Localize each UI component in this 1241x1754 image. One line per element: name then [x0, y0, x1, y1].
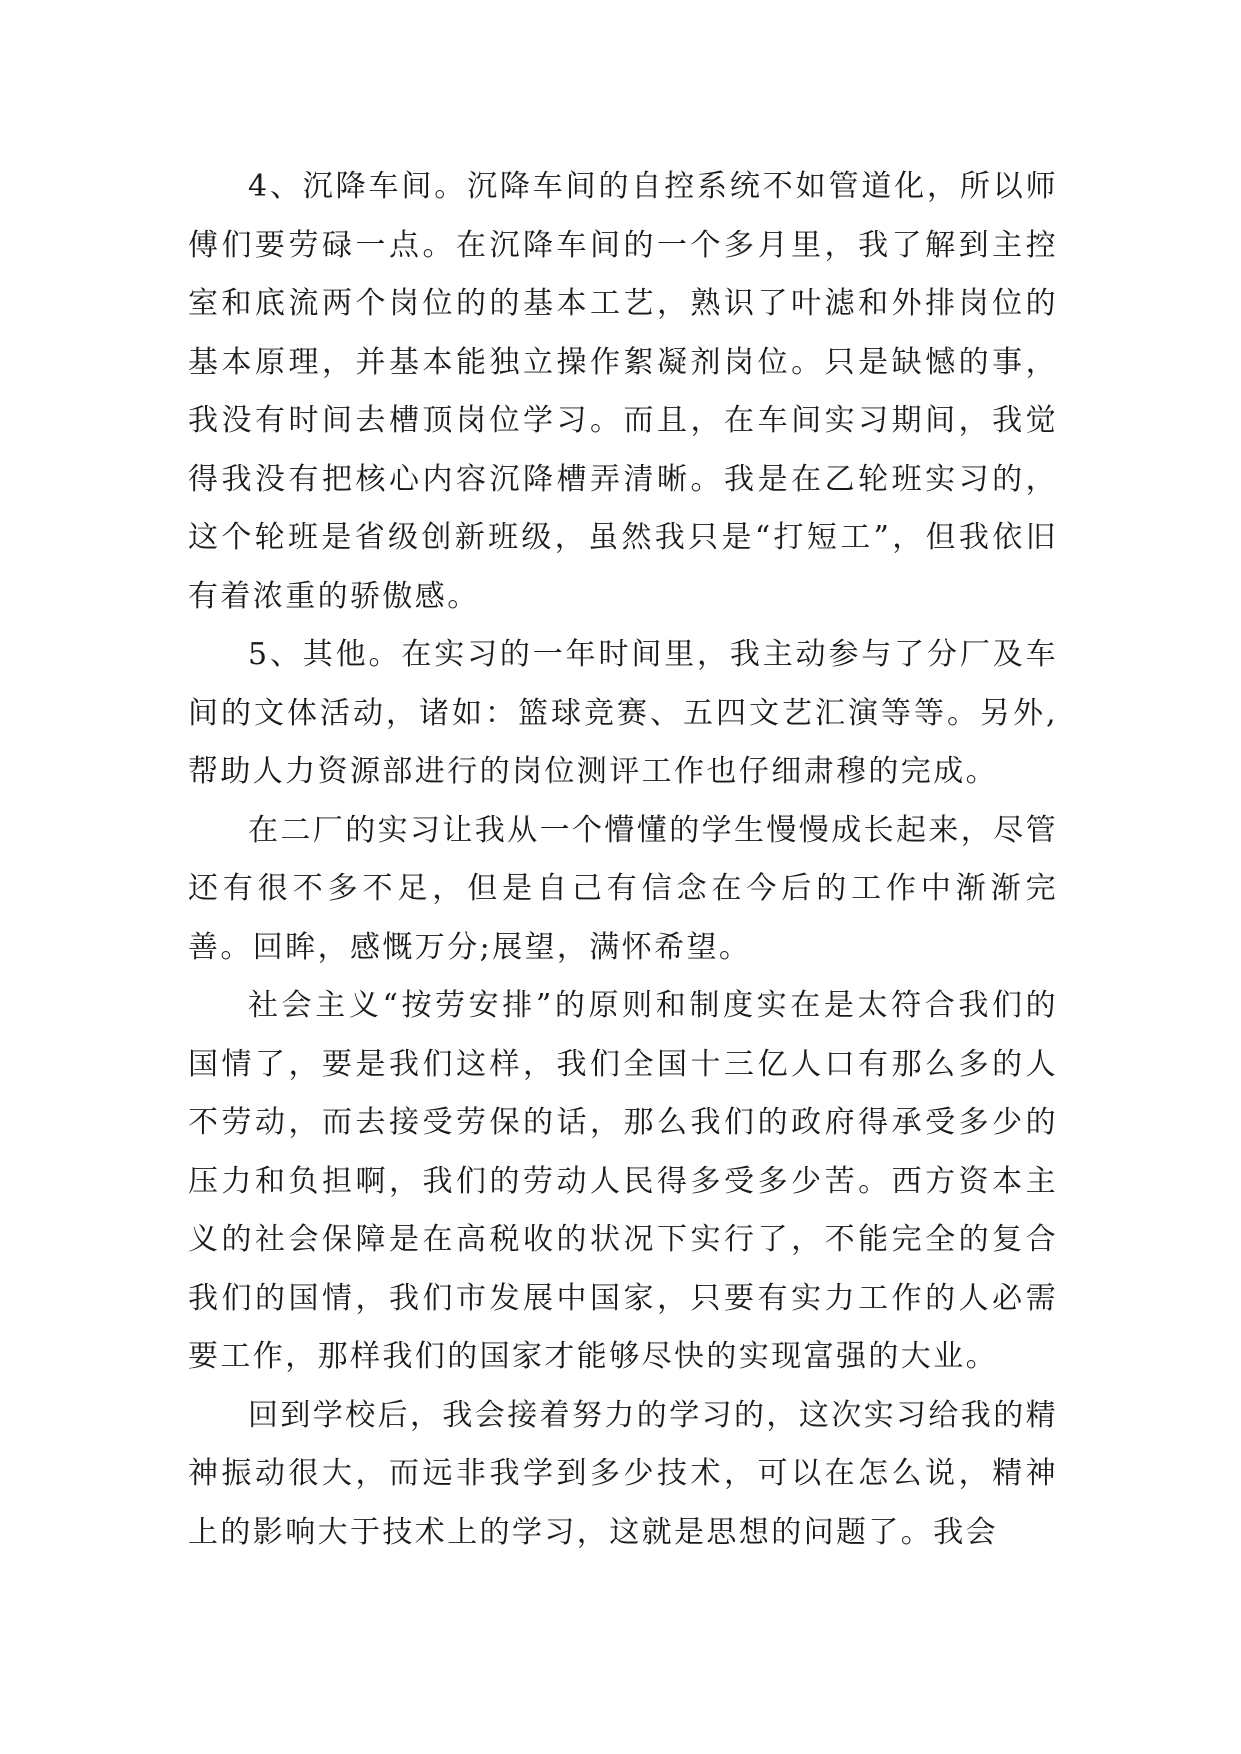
paragraph-internship-summary: 在二厂的实习让我从一个懵懂的学生慢慢成长起来，尽管还有很不多不足，但是自己有信念在今后的工作中渐渐完善。回眸，感慨万分;展望，满怀希望。 [188, 812, 1058, 965]
paragraph-other-activities: 5、其他。在实习的一年时间里，我主动参与了分厂及车间的文体活动，诸如：篮球竞赛、五四文艺汇演等等。另外,帮助人力资源部进行的岗位测评工作也仔细肃穆的完成。 [188, 637, 1058, 789]
document-body [188, 158, 1058, 1562]
paragraph-sedimentation-workshop: 4、沉降车间。沉降车间的自控系统不如管道化，所以师傅们要劳碌一点。在沉降车间的一个多月里，我了解到主控室和底流两个岗位的的基本工艺，熟识了叶滤和外排岗位的基本原理，并基本能独立操作絮凝剂岗位。只是缺憾的事，我没有时间去槽顶岗位学习。而且，在车间实习期间，我觉得我没有把核心内容沉降槽弄清晰。我是在乙轮班实习的，这个轮班是省级创新班级，虽然我只是“打短工”，但我依旧有着浓重的骄傲感。 [188, 169, 1058, 614]
paragraph-return-to-school: 回到学校后，我会接着努力的学习的，这次实习给我的精神振动很大，而远非我学到多少技术，可以在怎么说，精神上的影响大于技术上的学习，这就是思想的问题了。我会 [188, 1397, 1058, 1550]
paragraph-socialism-distribution: 社会主义“按劳安排”的原则和制度实在是太符合我们的国情了，要是我们这样，我们全国十三亿人口有那么多的人不劳动，而去接受劳保的话，那么我们的政府得承受多少的压力和负担啊，我们的劳动人民得多受多少苦。西方资本主义的社会保障是在高税收的状况下实行了，不能完全的复合我们的国情，我们市发展中国家，只要有实力工作的人必需要工作，那样我们的国家才能够尽快的实现富强的大业。 [188, 988, 1058, 1374]
